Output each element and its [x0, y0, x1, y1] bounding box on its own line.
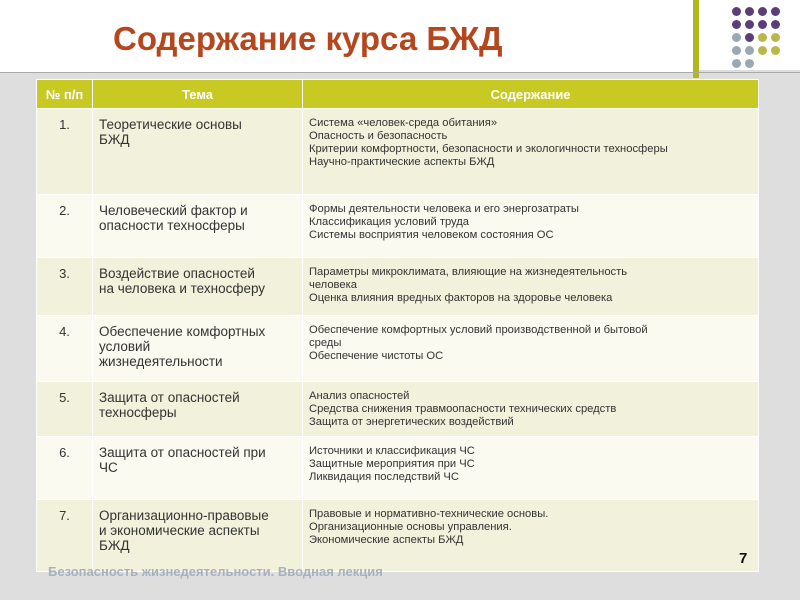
- decorative-dot: [745, 7, 754, 16]
- row-content: [303, 109, 759, 195]
- course-content-table: [36, 79, 759, 572]
- topic-line: Обеспечение комфортных: [99, 324, 266, 339]
- table-header-row: [37, 80, 759, 109]
- decorative-dot: [771, 20, 780, 29]
- row-content: [303, 437, 759, 500]
- topic-line: Теоретические основы: [99, 117, 242, 132]
- table-row: [37, 258, 759, 316]
- decorative-dot: [758, 46, 767, 55]
- content-line: Опасность и безопасность: [309, 130, 448, 142]
- content-line: среды: [309, 337, 342, 349]
- topic-line: условий: [99, 339, 151, 354]
- content-line: Защитные мероприятия при ЧС: [309, 458, 475, 470]
- row-number: 3.: [37, 258, 93, 316]
- row-number: 1.: [37, 109, 93, 195]
- content-line: Критерии комфортности, безопасности и экологичности техносферы: [309, 143, 668, 155]
- topic-line: БЖД: [99, 132, 130, 147]
- topic-line: БЖД: [99, 538, 130, 553]
- decorative-dot: [745, 33, 754, 42]
- content-line: Защита от энергетических воздействий: [309, 416, 514, 428]
- table-row: [37, 109, 759, 195]
- slide-footer: Безопасность жизнедеятельности. Вводная лекция: [48, 564, 383, 579]
- topic-line: Защита от опасностей: [99, 390, 240, 405]
- topic-line: техносферы: [99, 405, 177, 420]
- topic-line: ЧС: [99, 460, 118, 475]
- content-line: Научно-практические аспекты БЖД: [309, 156, 495, 168]
- page-number: 7: [739, 550, 748, 567]
- table-row: [37, 195, 759, 258]
- title-divider: [0, 72, 800, 73]
- content-line: Экономические аспекты БЖД: [309, 534, 464, 546]
- decorative-dot: [732, 33, 741, 42]
- decorative-dot: [771, 33, 780, 42]
- table-row: [37, 500, 759, 572]
- row-topic: [93, 258, 303, 316]
- topic-line: опасности техносферы: [99, 218, 245, 233]
- topic-line: Воздействие опасностей: [99, 266, 255, 281]
- content-line: Классификация условий труда: [309, 216, 470, 228]
- content-line: Средства снижения травмоопасности технических средств: [309, 403, 617, 415]
- accent-vertical-line: [693, 0, 699, 78]
- topic-line: на человека и техносферу: [99, 281, 266, 296]
- row-number: 7.: [37, 500, 93, 572]
- topic-line: Организационно-правовые: [99, 508, 269, 523]
- row-content: [303, 500, 759, 572]
- row-topic: [93, 382, 303, 437]
- content-line: Обеспечение чистоты ОС: [309, 350, 444, 362]
- row-content: [303, 316, 759, 382]
- topic-line: Человеческий фактор и: [99, 203, 248, 218]
- row-topic: [93, 195, 303, 258]
- row-content: [303, 258, 759, 316]
- content-line: Системы восприятия человеком состояния ОС: [309, 229, 554, 241]
- decorative-dot: [745, 20, 754, 29]
- slide-title: Содержание курса БЖД: [113, 20, 503, 57]
- content-line: Система «человек-среда обитания»: [309, 117, 498, 129]
- decorative-dot: [745, 59, 754, 68]
- row-number: 5.: [37, 382, 93, 437]
- decorative-dot: [732, 7, 741, 16]
- header-number: № п/п: [37, 80, 93, 109]
- table-row: [37, 316, 759, 382]
- decorative-dot: [758, 7, 767, 16]
- row-content: [303, 195, 759, 258]
- row-topic: [93, 316, 303, 382]
- content-line: Формы деятельности человека и его энергозатраты: [309, 203, 579, 215]
- decorative-dot: [758, 33, 767, 42]
- topic-line: жизнедеятельности: [99, 354, 223, 369]
- header-topic: Тема: [93, 80, 303, 109]
- decorative-dot: [771, 7, 780, 16]
- row-number: 2.: [37, 195, 93, 258]
- content-line: Оценка влияния вредных факторов на здоровье человека: [309, 292, 613, 304]
- row-content: [303, 382, 759, 437]
- table-row: [37, 382, 759, 437]
- content-line: Анализ опасностей: [309, 390, 410, 402]
- topic-line: Защита от опасностей при: [99, 445, 266, 460]
- decorative-dot: [771, 46, 780, 55]
- row-topic: [93, 500, 303, 572]
- row-topic: [93, 437, 303, 500]
- content-line: человека: [309, 279, 357, 291]
- decorative-dot: [732, 20, 741, 29]
- decorative-dot-grid: [732, 7, 798, 73]
- content-line: Ликвидация последствий ЧС: [309, 471, 459, 483]
- content-line: Организационные основы управления.: [309, 521, 512, 533]
- row-number: 6.: [37, 437, 93, 500]
- decorative-dot: [745, 46, 754, 55]
- content-line: Обеспечение комфортных условий производственной и бытовой: [309, 324, 648, 336]
- decorative-dot: [732, 59, 741, 68]
- topic-line: и экономические аспекты: [99, 523, 260, 538]
- row-topic: [93, 109, 303, 195]
- table-row: [37, 437, 759, 500]
- header-content: Содержание: [303, 80, 759, 109]
- content-line: Правовые и нормативно-технические основы.: [309, 508, 549, 520]
- decorative-dot: [732, 46, 741, 55]
- content-line: Параметры микроклимата, влияющие на жизнедеятельность: [309, 266, 628, 278]
- decorative-dot: [758, 20, 767, 29]
- row-number: 4.: [37, 316, 93, 382]
- content-line: Источники и классификация ЧС: [309, 445, 475, 457]
